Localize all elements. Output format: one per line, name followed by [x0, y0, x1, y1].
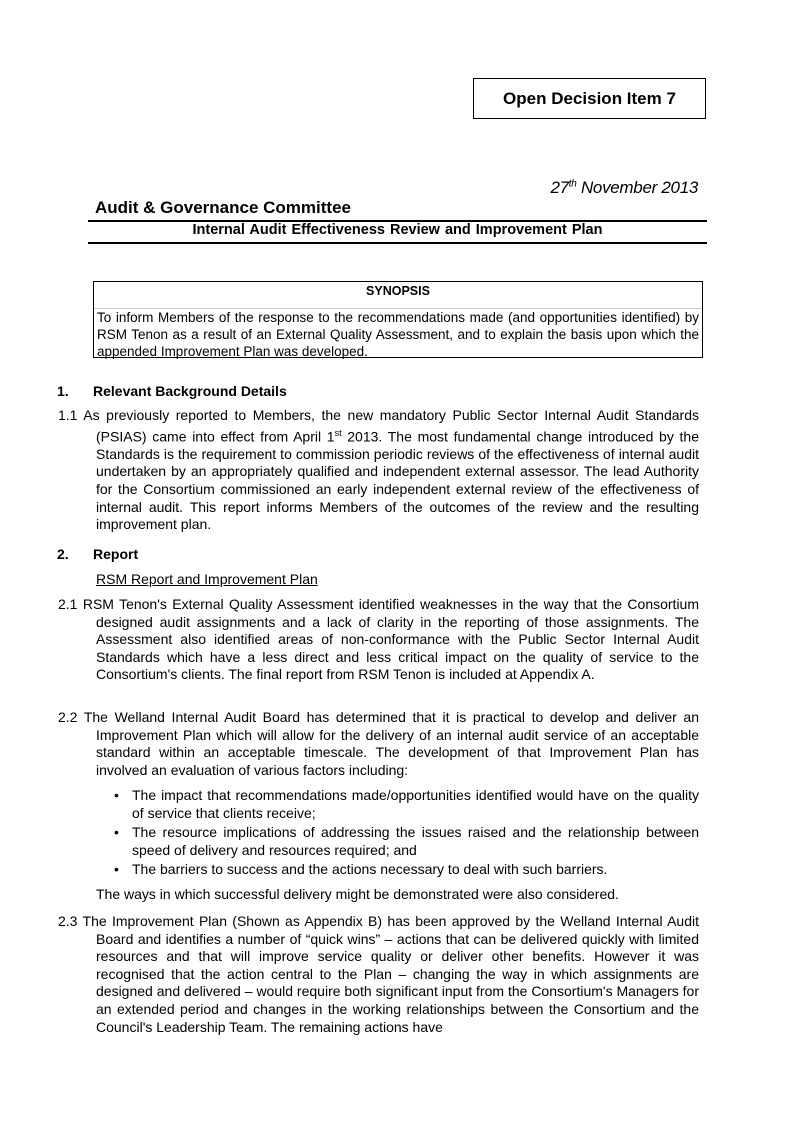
paragraph-text-a: As previously reported to Members, the new mandatory Public Sector Internal Audit Standards (PSIAS) came into effect from April 1	[83, 407, 699, 445]
bullet-icon: •	[114, 861, 119, 878]
synopsis-box	[93, 281, 703, 358]
synopsis-heading: SYNOPSIS	[94, 284, 702, 309]
subheading-text: RSM Report and Improvement Plan	[96, 571, 318, 587]
synopsis-text: To inform Members of the response to the recommendations made (and opportunities identified) by RSM Tenon as a result of an External Quality Assessment, and to explain the basis upon which the appended Improvement Plan was developed.	[97, 310, 699, 359]
paragraph-2-2-followup: The ways in which successful delivery might be demonstrated were also considered.	[96, 886, 619, 902]
decision-item-label: Open Decision Item 7	[503, 88, 676, 108]
date-rest: November 2013	[576, 178, 698, 197]
decision-item-box	[473, 78, 706, 119]
paragraph-text: The Welland Internal Audit Board has determined that it is practical to develop and deliver an Improvement Plan which will allow for the delivery of an internal audit service of an acceptable standard within an acceptable timescale. The development of that Improvement Plan has involved an evaluation of various factors including:	[83, 709, 699, 778]
paragraph-2-2	[58, 709, 699, 779]
list-item	[96, 861, 699, 879]
paragraph-sup: st	[334, 427, 342, 438]
bottom-rule	[88, 242, 707, 244]
paragraph-number: 1.1	[58, 407, 78, 423]
bullet-icon: •	[114, 787, 119, 803]
bullet-icon: •	[114, 824, 119, 841]
paragraph-text: The Improvement Plan (Shown as Appendix B) has been approved by the Welland Internal Audit Board and identifies a number of “quick wins” – actions that can be delivered quickly with limited resources and that will improve service quality or deliver other benefits. However it was recognised that the action central to the Plan – changing the way in which assignments are designed and delivered – would require both significant input from the Consortium's Managers for an extended period and changes in the working relationships between the Consortium and the Council's Leadership Team. The remaining actions have	[82, 913, 699, 1035]
paragraph-number: 2.3	[58, 913, 78, 929]
list-item-text: The barriers to success and the actions necessary to deal with such barriers.	[132, 861, 608, 878]
paragraph-number: 2.2	[58, 709, 78, 725]
list-item	[96, 824, 699, 859]
paragraph-text-b: 2013. The most fundamental change introduced by the Standards is the requirement to commission periodic reviews of the effectiveness of internal audit undertaken by an appropriately qualified and independent external assessor. The lead Authority for the Consortium commissioned an early independent external review of the effectiveness of internal audit. This report informs Members of the outcomes of the review and the resulting improvement plan.	[96, 428, 699, 533]
list-item-text: The impact that recommendations made/opportunities identified would have on the quality of service that clients receive;	[132, 787, 699, 821]
list-item-text: The resource implications of addressing the issues raised and the relationship between speed of delivery and resources required; and	[132, 824, 699, 858]
section-2-subheading	[96, 571, 699, 589]
section-1-title: Relevant Background Details	[93, 383, 287, 399]
date-suffix: th	[568, 178, 577, 190]
report-subtitle: Internal Audit Effectiveness Review and Improvement Plan	[192, 222, 603, 238]
paragraph-1-1	[58, 407, 699, 534]
factors-list	[96, 787, 699, 881]
paragraph-2-3	[58, 913, 699, 1036]
section-2-number: 2.	[57, 546, 69, 562]
paragraph-text: RSM Tenon's External Quality Assessment identified weaknesses in the way that the Consortium designed audit assignments and a lack of clarity in the reporting of those assignments. The Assessment also identified areas of non-conformance with the Public Sector Internal Audit Standards which have a less direct and less critical impact on the quality of service to the Consortium's clients. The final report from RSM Tenon is included at Appendix A.	[82, 596, 699, 683]
section-1-number: 1.	[57, 383, 69, 399]
paragraph-number: 2.1	[58, 596, 78, 612]
list-item	[96, 787, 699, 822]
section-2-heading	[57, 546, 138, 562]
section-2-title: Report	[93, 546, 139, 562]
meeting-date	[550, 178, 698, 198]
paragraph-2-1	[58, 596, 699, 684]
section-1-heading	[57, 383, 287, 399]
committee-title: Audit & Governance Committee	[95, 198, 351, 217]
date-day: 27	[550, 178, 569, 197]
